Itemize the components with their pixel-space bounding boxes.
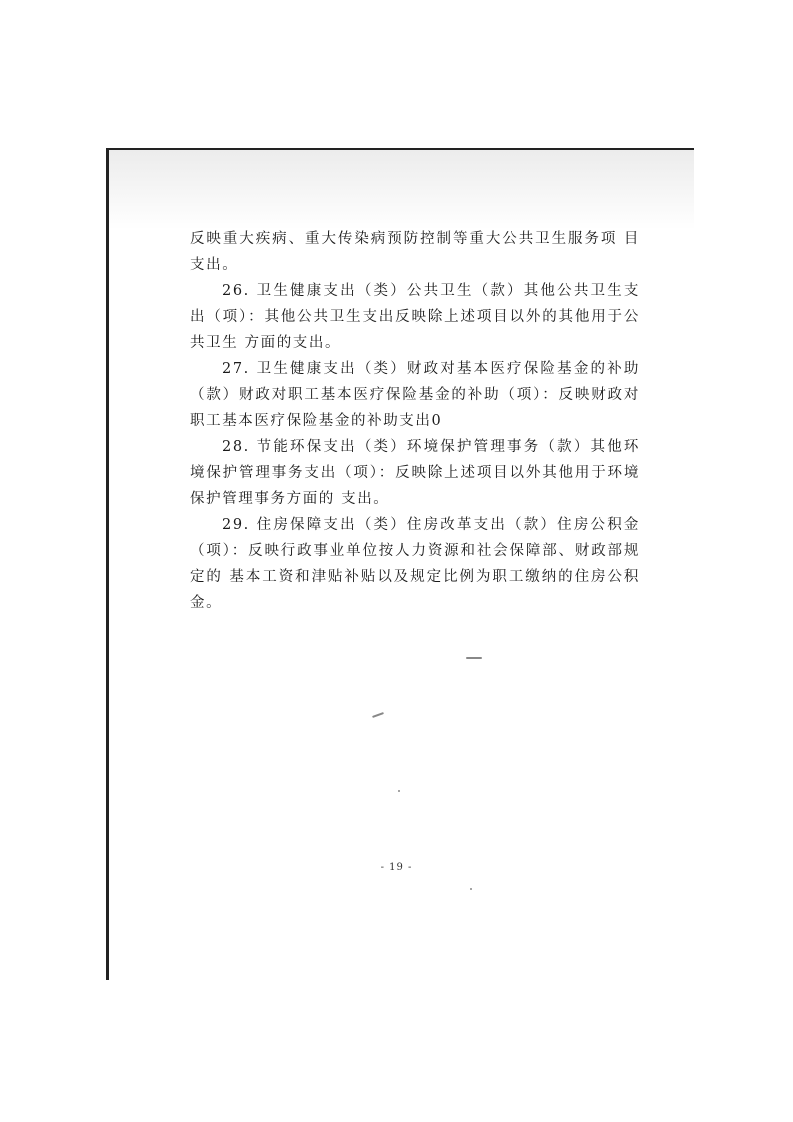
- paragraph-item-28: 28. 节能环保支出（类）环境保护管理事务（款）其他环境保护管理事务支出（项）：反映除上述项目以外其他用于环境保护管理事务方面的 支出。: [190, 439, 640, 507]
- scan-edge-top: [108, 148, 694, 150]
- scan-speck: [466, 657, 482, 659]
- page-number: - 19 -: [380, 862, 413, 873]
- scan-speck: [398, 790, 400, 792]
- paragraph-item-29: 29. 住房保障支出（类）住房改革支出（款）住房公积金（项）：反映行政事业单位按人力资源和社会保障部、财政部规定的 基本工资和津贴补贴以及规定比例为职工缴纳的住房公积金。: [190, 517, 640, 611]
- paragraph-item-26: 26. 卫生健康支出（类）公共卫生（款）其他公共卫生支出（项）：其他公共卫生支出反映除上述项目以外的其他用于公共卫生 方面的支出。: [190, 283, 640, 351]
- scan-shadow: [109, 150, 694, 230]
- scan-edge-left: [106, 148, 109, 980]
- scan-speck: [470, 888, 472, 890]
- paragraph-item-27: 27. 卫生健康支出（类）财政对基本医疗保险基金的补助（款）财政对职工基本医疗保险基金的补助（项）：反映财政对职工基本医疗保险基金的补助支出0: [190, 361, 640, 429]
- scan-speck: [372, 712, 384, 718]
- document-body: [190, 226, 640, 616]
- paragraph-continuation: 反映重大疾病、重大传染病预防控制等重大公共卫生服务项 目支出。: [190, 231, 640, 273]
